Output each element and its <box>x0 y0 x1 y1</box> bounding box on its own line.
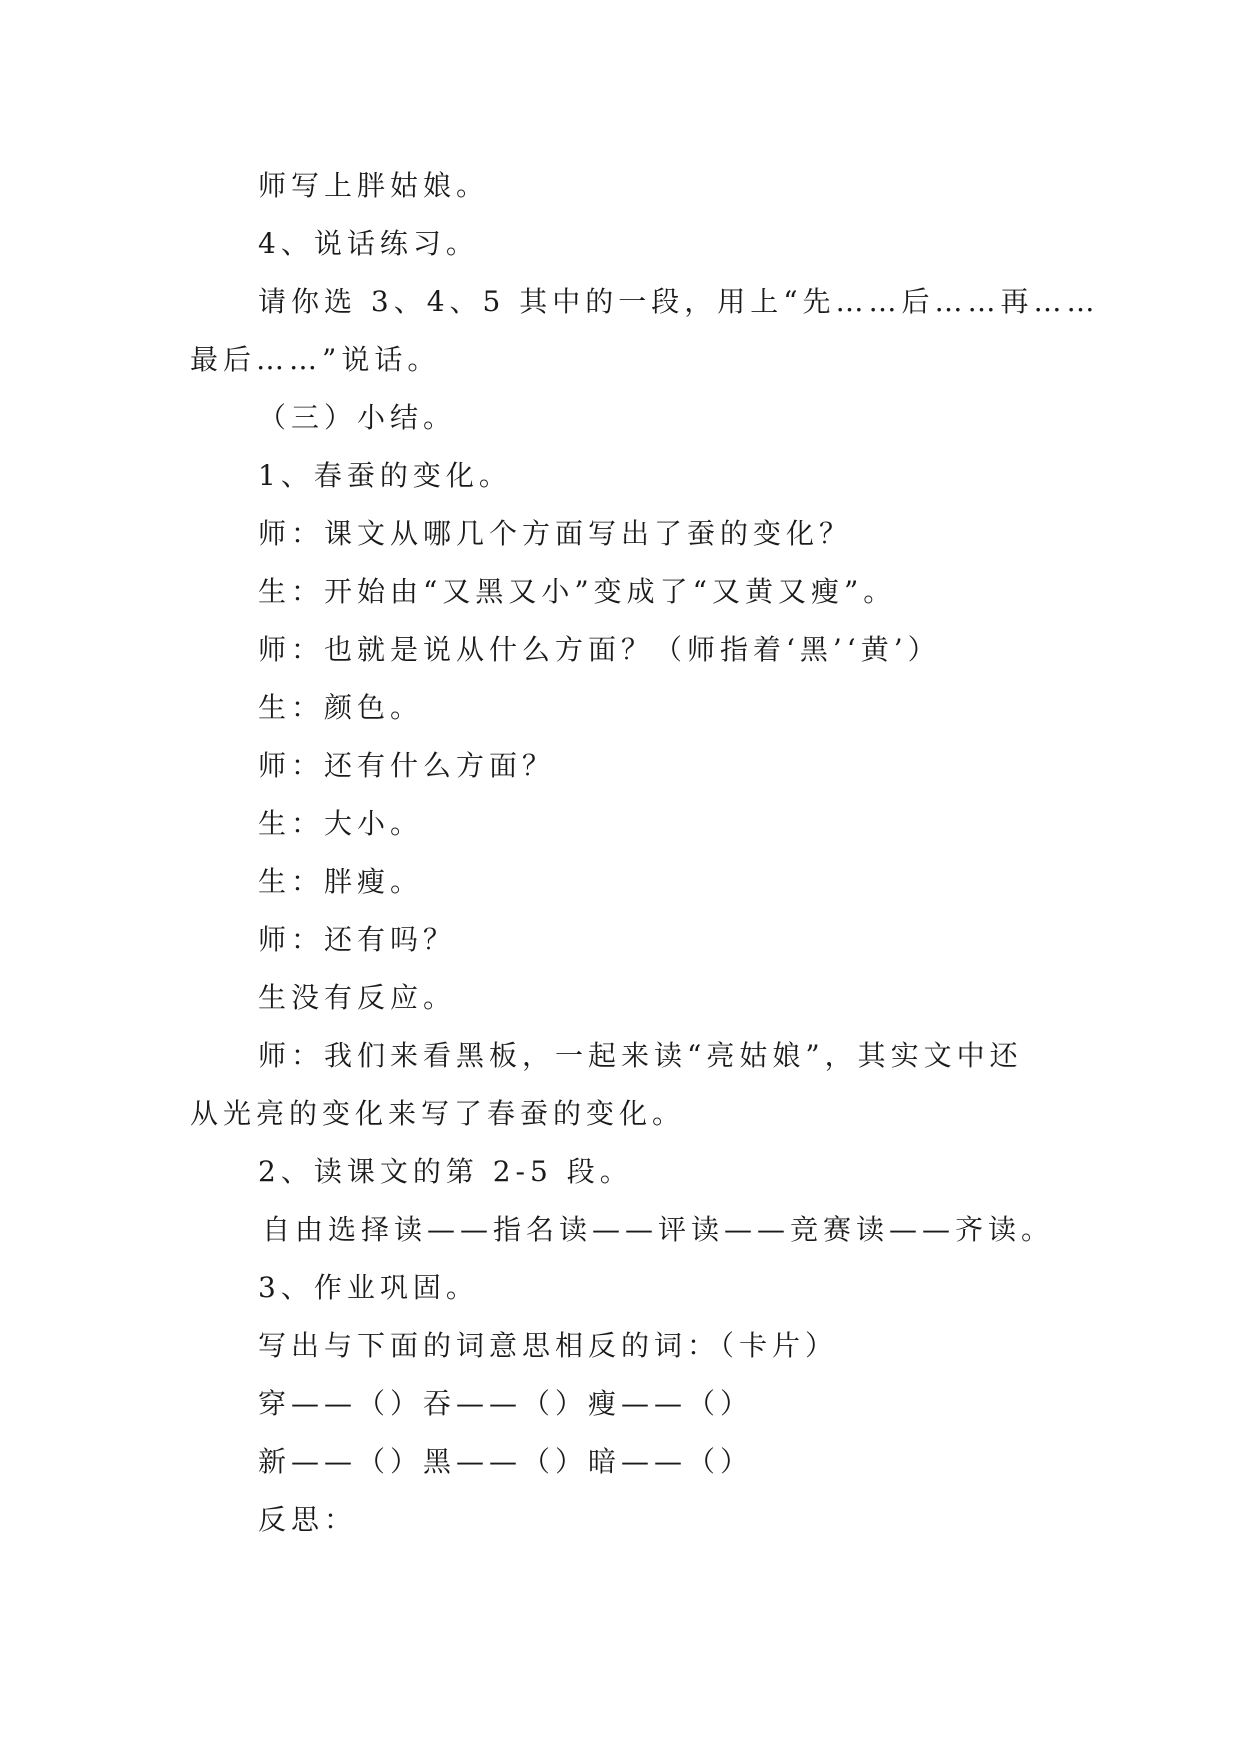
text-line-16: 师：我们来看黑板，一起来读“亮姑娘”，其实文中还 <box>258 1039 1023 1072</box>
text-line-7: 师：课文从哪几个方面写出了蚕的变化？ <box>258 517 853 550</box>
text-line-10: 生：颜色。 <box>258 691 424 724</box>
text-line-22: 穿——（）吞——（）瘦——（） <box>258 1387 754 1420</box>
text-line-17: 从光亮的变化来写了春蚕的变化。 <box>190 1097 686 1130</box>
text-line-24: 反思： <box>258 1503 358 1536</box>
text-line-12: 生：大小。 <box>258 807 424 840</box>
text-line-15: 生没有反应。 <box>258 981 457 1014</box>
text-line-21: 写出与下面的词意思相反的词：（卡片） <box>258 1329 839 1362</box>
text-line-13: 生：胖瘦。 <box>258 865 424 898</box>
text-line-19: 自由选择读——指名读——评读——竞赛读——齐读。 <box>262 1213 1055 1246</box>
text-line-11: 师：还有什么方面？ <box>258 749 556 782</box>
text-line-4: 最后……”说话。 <box>190 343 441 376</box>
text-line-2: 4、说话练习。 <box>258 227 479 260</box>
text-line-5: （三）小结。 <box>258 401 457 434</box>
text-line-8: 生：开始由“又黑又小”变成了“又黄又瘦”。 <box>258 575 897 608</box>
text-line-14: 师：还有吗？ <box>258 923 457 956</box>
text-line-3: 请你选 3、4、5 其中的一段，用上“先……后……再…… <box>258 285 1100 318</box>
text-line-1: 师写上胖姑娘。 <box>258 169 490 202</box>
text-line-23: 新——（）黑——（）暗——（） <box>258 1445 754 1478</box>
text-line-18: 2、读课文的第 2-5 段。 <box>258 1155 633 1188</box>
text-line-6: 1、春蚕的变化。 <box>258 459 512 492</box>
text-line-9: 师：也就是说从什么方面？（师指着‘黑’‘黄’） <box>258 633 941 666</box>
text-line-20: 3、作业巩固。 <box>258 1271 479 1304</box>
